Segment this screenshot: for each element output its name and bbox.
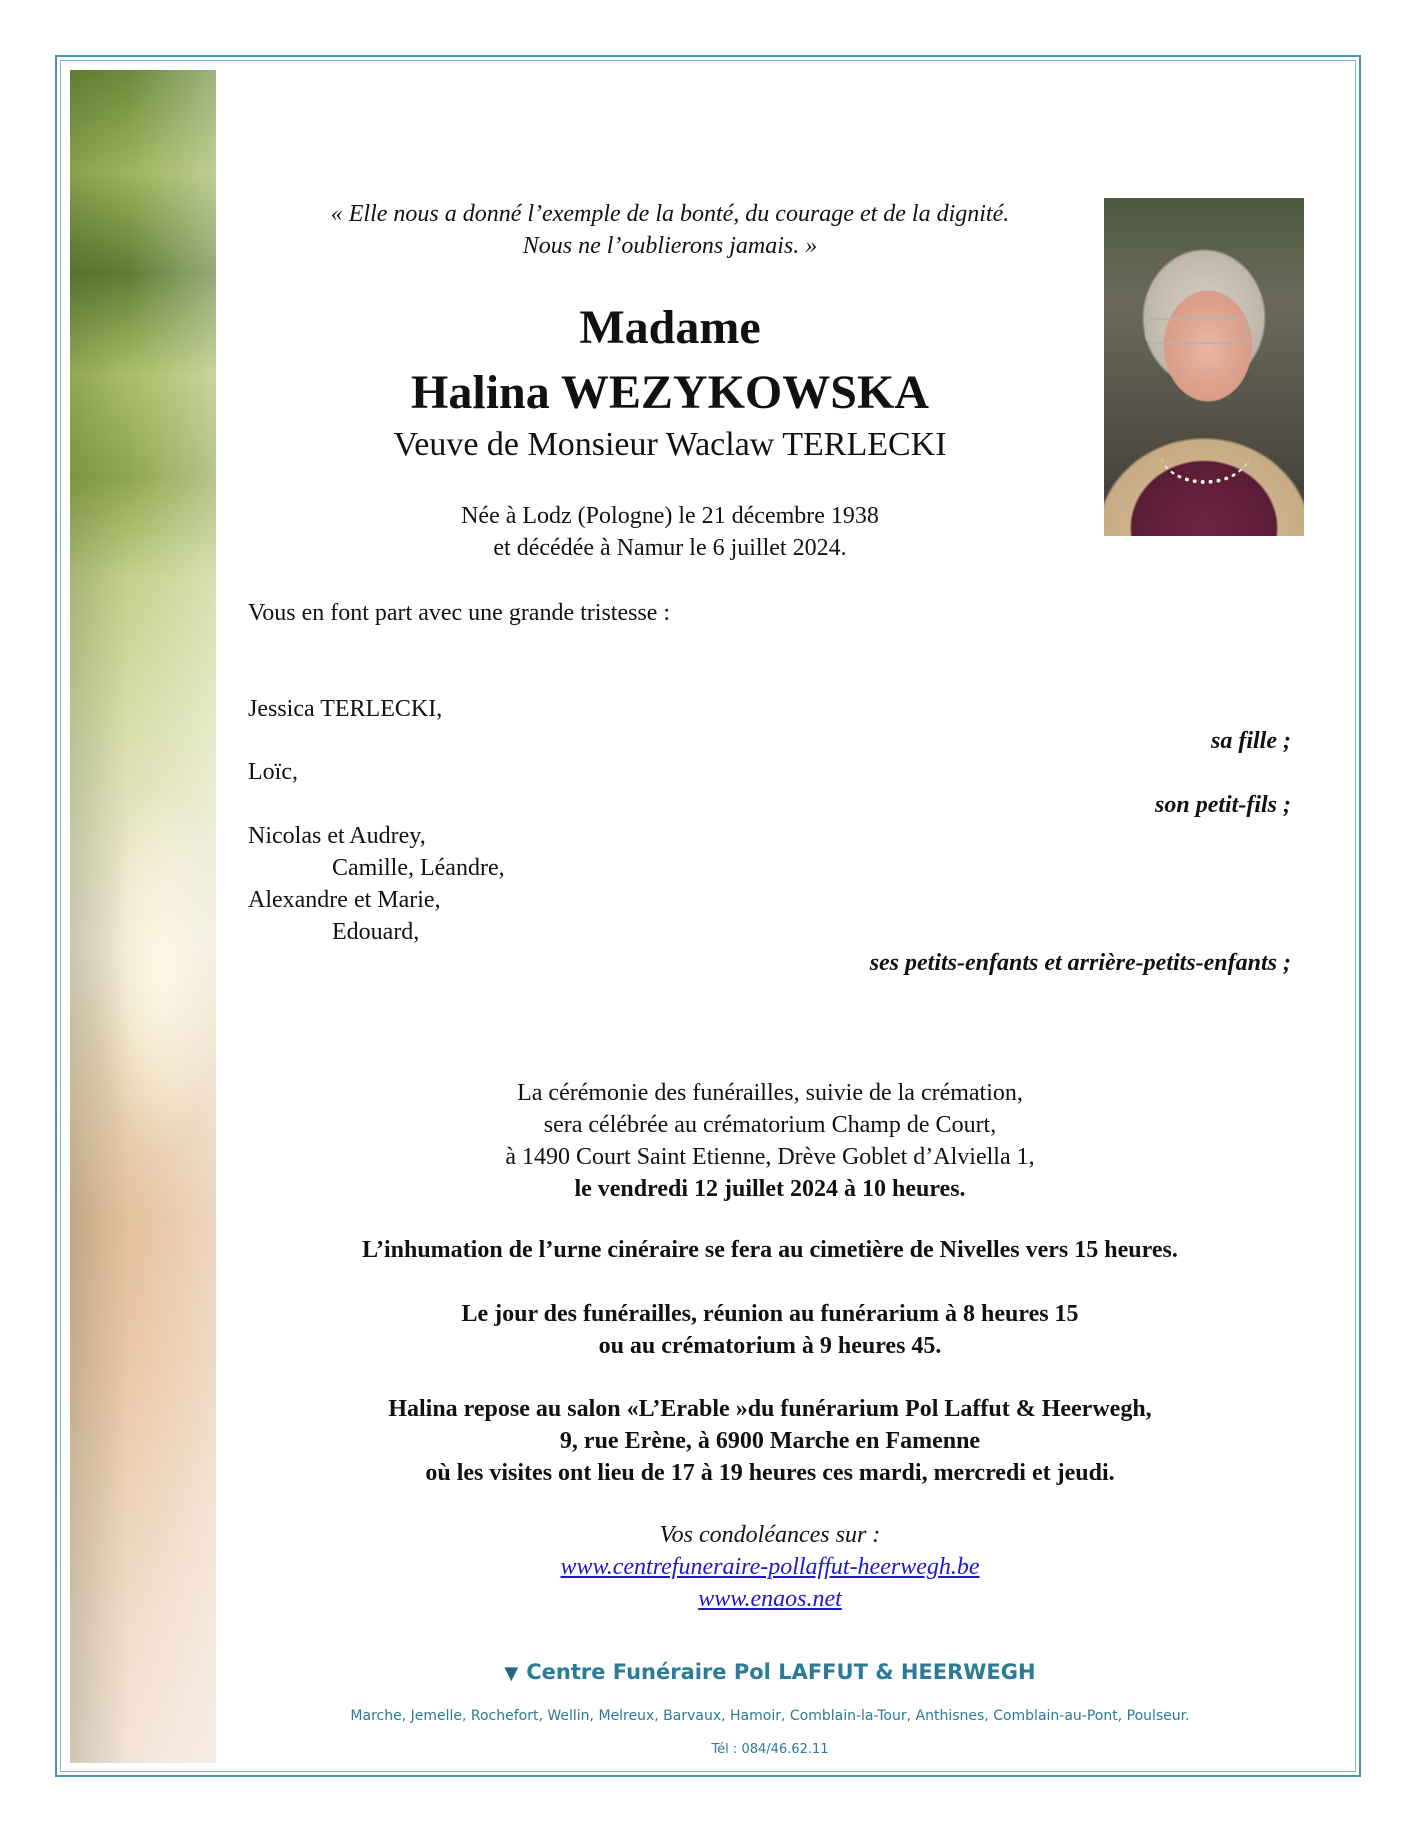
condolences-link-funeral-home[interactable]: www.centrefuneraire-pollaffut-heerwegh.be: [560, 1554, 980, 1580]
portrait-glasses-detail: [1145, 318, 1247, 344]
family-grandchild-line: Nicolas et Audrey,: [248, 823, 426, 849]
spouse-line: Veuve de Monsieur Waclaw TERLECKI: [393, 426, 947, 463]
family-grandchild-line: Edouard,: [332, 919, 420, 945]
reunion-info: [250, 1298, 1290, 1362]
condolences-label: Vos condoléances sur :: [659, 1522, 881, 1548]
repose-line-2: 9, rue Erène, à 6900 Marche en Famenne: [559, 1428, 981, 1454]
reunion-line-2: ou au crématorium à 9 heures 45.: [598, 1333, 942, 1359]
deceased-name: Halina WEZYKOWSKA: [411, 366, 929, 419]
family-daughter: Jessica TERLECKI,: [248, 696, 443, 722]
family-grandchildren-list: [248, 820, 505, 948]
ceremony-info: [250, 1077, 1290, 1205]
family-grandchild-line: Alexandre et Marie,: [248, 887, 441, 913]
birth-death-info: [250, 500, 1090, 564]
quote-line-1: « Elle nous a donné l’exemple de la bonté, du courage et de la dignité.: [330, 201, 1010, 227]
repose-line-3: où les visites ont lieu de 17 à 19 heures ces mardi, mercredi et jeudi.: [425, 1460, 1115, 1486]
relation-grandson: son petit-fils ;: [1155, 792, 1291, 818]
death-line: et décédée à Namur le 6 juillet 2024.: [493, 535, 847, 561]
funeral-home-phone: Tél : 084/46.62.11: [711, 1742, 829, 1757]
reunion-line-1: Le jour des funérailles, réunion au funérarium à 8 heures 15: [461, 1301, 1079, 1327]
funeral-home-name-text: Centre Funéraire Pol LAFFUT & HEERWEGH: [526, 1660, 1036, 1684]
condolences-link-enaos[interactable]: www.enaos.net: [698, 1586, 842, 1612]
condolences-section: [250, 1519, 1290, 1615]
birth-line: Née à Lodz (Pologne) le 21 décembre 1938: [461, 503, 879, 529]
repose-line-1: Halina repose au salon «L’Erable »du funérarium Pol Laffut & Heerwegh,: [388, 1396, 1152, 1422]
funeral-home-name: [250, 1660, 1290, 1684]
inhumation-info: L’inhumation de l’urne cinéraire se fera au cimetière de Nivelles vers 15 heures.: [362, 1237, 1178, 1263]
portrait-photo: [1104, 198, 1304, 536]
ceremony-line-2: sera célébrée au crématorium Champ de Court,: [543, 1112, 997, 1138]
forest-path-image: [70, 70, 216, 1763]
ceremony-line-1: La cérémonie des funérailles, suivie de la crémation,: [517, 1080, 1023, 1106]
repose-info: [250, 1393, 1290, 1489]
announcement-text: Vous en font part avec une grande tristesse :: [248, 600, 671, 626]
triangle-down-icon: ▼: [504, 1663, 519, 1684]
ceremony-line-3: à 1490 Court Saint Etienne, Drève Goblet d’Alviella 1,: [505, 1144, 1035, 1170]
family-grandchild-line: Camille, Léandre,: [332, 855, 505, 881]
deceased-title: Madame: [579, 301, 761, 354]
portrait-necklace-detail: [1160, 420, 1250, 484]
epitaph-quote: [250, 198, 1090, 262]
family-grandson: Loïc,: [248, 759, 298, 785]
relation-grandchildren: ses petits-enfants et arrière-petits-enfants ;: [869, 950, 1291, 976]
quote-line-2: Nous ne l’oublierons jamais. »: [522, 233, 818, 259]
funeral-home-towns: Marche, Jemelle, Rochefort, Wellin, Melreux, Barvaux, Hamoir, Comblain-la-Tour, Anthisnes, Comblain-au-Pont, Poulseur.: [350, 1708, 1190, 1724]
relation-daughter: sa fille ;: [1211, 728, 1291, 754]
ceremony-date: le vendredi 12 juillet 2024 à 10 heures.: [574, 1176, 966, 1202]
